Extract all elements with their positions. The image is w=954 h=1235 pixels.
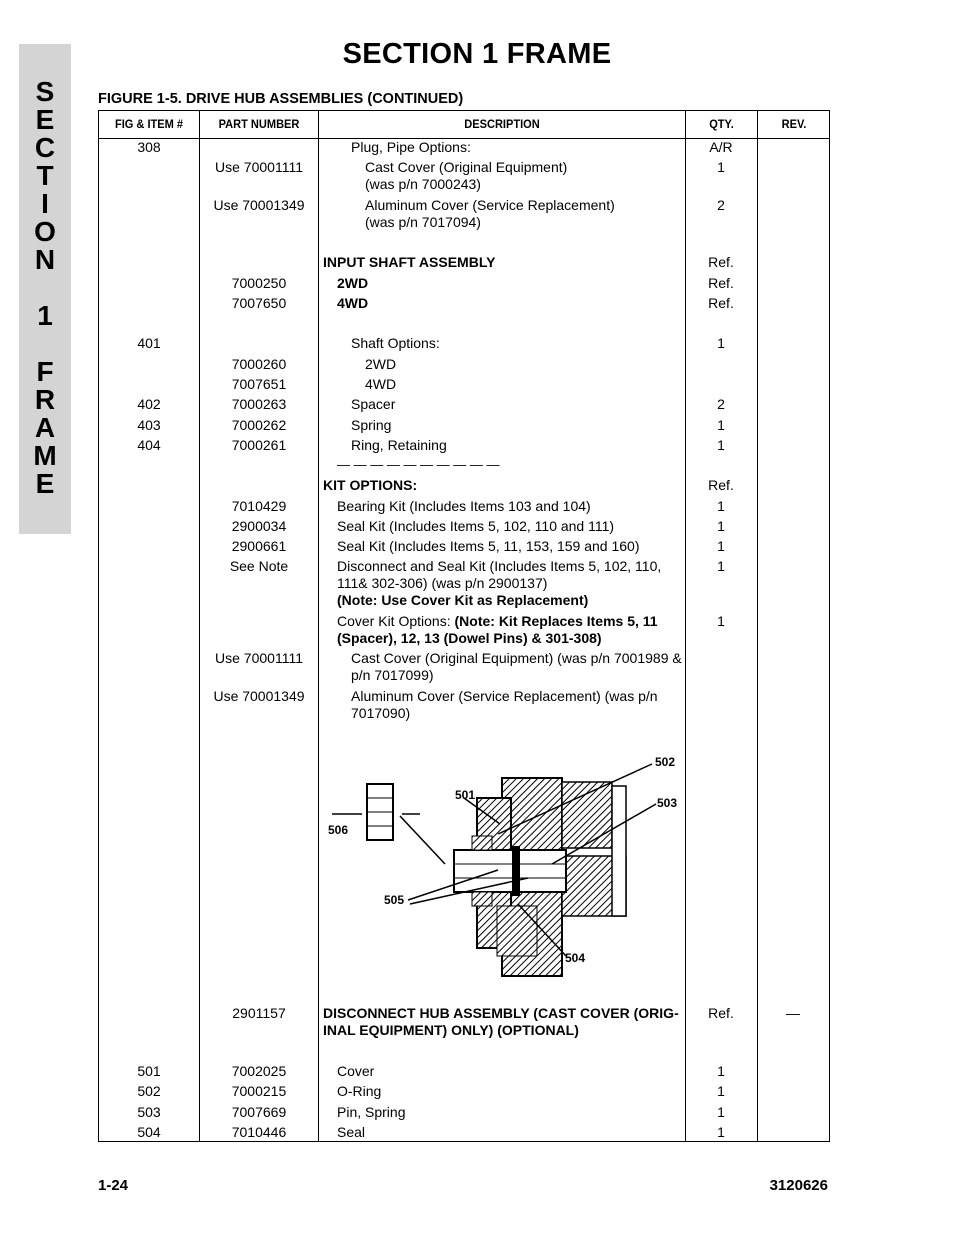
part-number: 7000262 [231, 417, 287, 433]
quantity: Ref. [708, 254, 734, 270]
quantity: 1 [717, 558, 725, 574]
side-tab-letter: N [34, 244, 56, 275]
part-number: 7000261 [231, 437, 287, 453]
header-part-number: PART NUMBER [218, 117, 300, 131]
note: (Spacer), 12, 13 (Dowel Pins) & 301-308) [337, 630, 602, 646]
callout-502: 502 [655, 755, 676, 769]
description-text: Cover Kit Options: [337, 613, 455, 629]
description: (was p/n 7017094) [365, 214, 481, 230]
part-number: 7007669 [231, 1104, 287, 1120]
side-tab-letter: 1 [37, 300, 53, 331]
quantity: 1 [717, 335, 725, 351]
item-number: 504 [137, 1124, 161, 1140]
separator-dashes: — — — — — — — — — — [337, 457, 500, 472]
description: O-Ring [337, 1083, 382, 1099]
item-number: 503 [137, 1104, 161, 1120]
part-number: See Note [229, 558, 289, 574]
callout-501: 501 [455, 788, 476, 802]
part-number: Use 70001349 [213, 197, 305, 213]
part-number: 7010429 [231, 498, 287, 514]
side-tab-letter: A [34, 412, 56, 443]
header-qty: QTY. [709, 117, 734, 131]
part-number: 7000263 [231, 396, 287, 412]
part-number: 7010446 [231, 1124, 287, 1140]
callout-506: 506 [328, 823, 349, 837]
description: 111& 302-306) (was p/n 2900137) [337, 575, 548, 591]
callout-504: 504 [565, 951, 586, 965]
quantity: A/R [709, 139, 733, 155]
quantity: 1 [717, 1124, 725, 1140]
side-tab-letter: E [35, 104, 55, 135]
description: Shaft Options: [351, 335, 440, 351]
side-tab-letter: C [34, 132, 56, 163]
document-number: 3120626 [769, 1177, 828, 1194]
quantity: Ref. [708, 1005, 734, 1021]
quantity: 1 [717, 1083, 725, 1099]
column-divider [757, 111, 758, 1141]
description: Cast Cover (Original Equipment) [365, 159, 568, 175]
part-number: 2900034 [231, 518, 287, 534]
note: (Note: Use Cover Kit as Replacement) [337, 592, 589, 608]
figure-title: FIGURE 1-5. DRIVE HUB ASSEMBLIES (CONTINUED) [98, 91, 464, 107]
description: Disconnect and Seal Kit (Includes Items 5, 102, 110, [337, 558, 662, 574]
page-title: SECTION 1 FRAME [342, 38, 612, 70]
item-number: 308 [137, 139, 161, 155]
side-tab-letter: T [36, 160, 54, 191]
quantity: 1 [717, 159, 725, 175]
disconnect-hub-diagram [322, 746, 692, 982]
part-number: 7000250 [231, 275, 287, 291]
quantity: 1 [717, 1104, 725, 1120]
page-number: 1-24 [98, 1177, 129, 1194]
part-number: 7002025 [231, 1063, 287, 1079]
section-side-tab [19, 44, 71, 534]
item-number: 402 [137, 396, 161, 412]
description: 4WD [365, 376, 397, 392]
side-tab-letter: E [35, 468, 55, 499]
header-description: DESCRIPTION [464, 117, 540, 131]
description: (was p/n 7000243) [365, 176, 481, 192]
section-heading: KIT OPTIONS: [323, 477, 418, 493]
parts-table [98, 110, 830, 1142]
quantity: Ref. [708, 275, 734, 291]
column-divider [318, 111, 319, 1141]
note: (Note: Kit Replaces Items 5, 11 [454, 613, 658, 629]
item-number: 501 [137, 1063, 161, 1079]
description: Spacer [351, 396, 396, 412]
header-rev: REV. [781, 117, 807, 131]
side-tab-letter: O [34, 216, 56, 247]
quantity: Ref. [708, 477, 734, 493]
hub-assembly-icon [454, 778, 626, 976]
part-number: 7007650 [231, 295, 287, 311]
item-number: 403 [137, 417, 161, 433]
description: Cover [337, 1063, 375, 1079]
description: Ring, Retaining [351, 437, 447, 453]
callout-505: 505 [384, 893, 405, 907]
section-heading: DISCONNECT HUB ASSEMBLY (CAST COVER (ORIG- [323, 1005, 679, 1021]
column-divider [199, 111, 200, 1141]
section-heading: INPUT SHAFT ASSEMBLY [323, 254, 496, 270]
quantity: 2 [717, 197, 725, 213]
quantity: 1 [717, 437, 725, 453]
revision: — [786, 1005, 800, 1021]
quantity: 1 [717, 417, 725, 433]
description: Aluminum Cover (Service Replacement) [365, 197, 615, 213]
quantity: 1 [717, 1063, 725, 1079]
part-number: 7000215 [231, 1083, 287, 1099]
description: Bearing Kit (Includes Items 103 and 104) [337, 498, 591, 514]
quantity: 1 [717, 613, 725, 629]
description: 4WD [337, 295, 369, 311]
description: Spring [351, 417, 392, 433]
item-number: 404 [137, 437, 161, 453]
bolt-icon [332, 784, 445, 864]
description: Aluminum Cover (Service Replacement) (was p/n [351, 688, 658, 704]
description: 2WD [365, 356, 397, 372]
section-heading: INAL EQUIPMENT) ONLY) (OPTIONAL) [323, 1022, 579, 1038]
description: Pin, Spring [337, 1104, 406, 1120]
description: 7017090) [351, 705, 411, 721]
part-number: 2900661 [231, 538, 287, 554]
part-number: 2901157 [232, 1005, 286, 1021]
description: Seal [337, 1124, 366, 1140]
description [337, 613, 658, 630]
side-tab-letter: I [41, 188, 49, 219]
part-number: Use 70001111 [215, 159, 303, 175]
description: Seal Kit (Includes Items 5, 102, 110 and 111) [337, 518, 615, 534]
part-number: Use 70001111 [215, 650, 303, 666]
quantity: 1 [717, 538, 725, 554]
quantity: 1 [717, 498, 725, 514]
side-tab-letter: F [36, 356, 54, 387]
part-number: 7007651 [231, 376, 287, 392]
quantity: Ref. [708, 295, 734, 311]
side-tab-letter: S [35, 76, 55, 107]
part-number: Use 70001349 [213, 688, 305, 704]
quantity: 2 [717, 396, 725, 412]
header-fig-item: FIG & ITEM # [114, 117, 184, 131]
description: Plug, Pipe Options: [351, 139, 471, 155]
side-tab-letter: M [33, 440, 57, 471]
description: 2WD [337, 275, 369, 291]
description: p/n 7017099) [351, 667, 434, 683]
description: Cast Cover (Original Equipment) (was p/n 7001989 & [351, 650, 682, 666]
item-number: 401 [137, 335, 161, 351]
quantity: 1 [717, 518, 725, 534]
description: Seal Kit (Includes Items 5, 11, 153, 159 and 160) [337, 538, 640, 554]
part-number: 7000260 [231, 356, 287, 372]
item-number: 502 [137, 1083, 161, 1099]
callout-503: 503 [657, 796, 678, 810]
side-tab-letter: R [34, 384, 56, 415]
